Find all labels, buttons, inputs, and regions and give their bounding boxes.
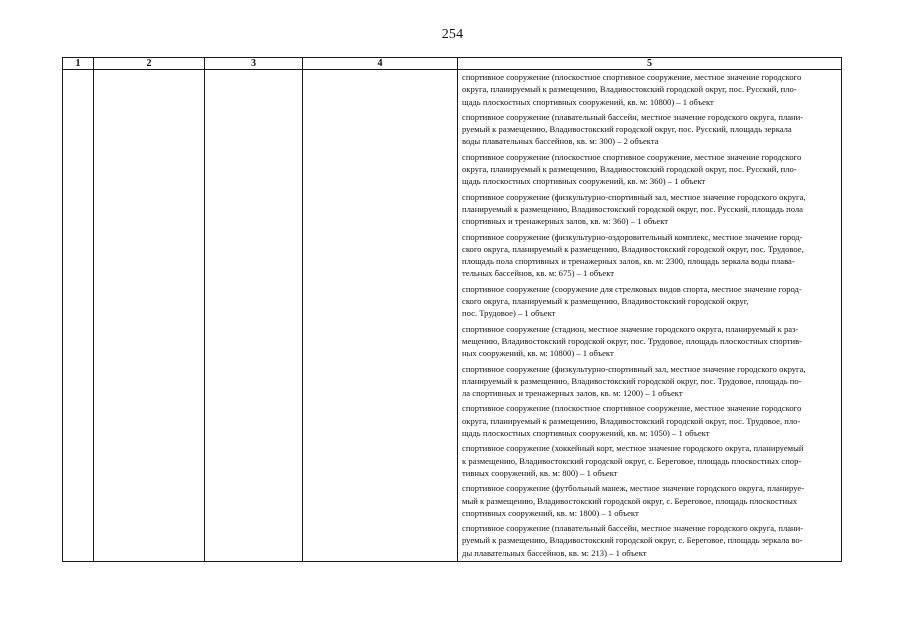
entry-line: спортивное сооружение (физкультурно-спортивный зал, местное значение городского округа, <box>462 363 806 374</box>
entry-line: спортивное сооружение (сооружение для стрелковых видов спорта, местное значение город- <box>462 283 802 294</box>
list-item <box>458 521 841 561</box>
entry-line: мещению, Владивостокский городской округ, пос. Трудовое, площадь плоскостных спортив- <box>462 335 803 346</box>
entry-line: ского округа, планируемый к размещению, Владивостокский городской округ, пос. Трудовое, <box>462 243 804 254</box>
list-item <box>458 362 841 402</box>
page-number: 254 <box>441 27 464 42</box>
list-item <box>458 150 841 190</box>
entry-line: ского округа, планируемый к размещению, Владивостокский городской округ, <box>462 296 749 307</box>
entry-line: щадь плоскостных спортивных сооружений, кв. м: 360) – 1 объект <box>462 176 706 187</box>
entries-list <box>458 70 841 561</box>
entry-line: спортивное сооружение (физкультурно-оздоровительный комплекс, местное значение город- <box>462 231 803 242</box>
entry-line: тивных сооружений, кв. м: 800) – 1 объект <box>462 467 618 478</box>
entry-line: ных сооружений, кв. м: 10800) – 1 объект <box>462 348 614 359</box>
column-header-5: 5 <box>458 58 842 70</box>
list-item <box>458 190 841 230</box>
entry-line: спортивных и тренажерных залов, кв. м: 360) – 1 объект <box>462 216 669 227</box>
entry-line: округа, планируемый к размещению, Владивостокский городской округ, пос. Русский, пло- <box>462 84 797 95</box>
entry-line: спортивное сооружение (физкультурно-спортивный зал, местное значение городского округа, <box>462 191 806 202</box>
cell-col-4 <box>303 70 458 562</box>
entry-line: спортивное сооружение (плоскостное спортивное сооружение, местное значение городского <box>462 403 802 414</box>
document-table <box>62 57 842 562</box>
entry-line: спортивное сооружение (плоскостное спортивное сооружение, местное значение городского <box>462 72 802 82</box>
entry-line: щадь плоскостных спортивных сооружений, кв. м: 1050) – 1 объект <box>462 428 710 439</box>
entry-line: к размещению, Владивостокский городской округ, с. Береговое, площадь плоскостных спор- <box>462 455 802 466</box>
entry-line: пос. Трудовое) – 1 объект <box>462 308 556 319</box>
table-row <box>63 70 842 562</box>
entry-line: планируемый к размещению, Владивостокский городской округ, пос. Русский, площадь пола <box>462 203 803 214</box>
list-item <box>458 481 841 521</box>
entry-line: спортивное сооружение (стадион, местное значение городского округа, планируемый к раз- <box>462 323 799 334</box>
entry-line: спортивных сооружений, кв. м: 1800) – 1 объект <box>462 507 639 518</box>
cell-col-3 <box>205 70 303 562</box>
column-header-3: 3 <box>205 58 303 70</box>
list-item <box>458 70 841 110</box>
entry-line: спортивное сооружение (плавательный бассейн, местное значение городского округа, плани- <box>462 111 804 122</box>
list-item <box>458 230 841 282</box>
column-header-4: 4 <box>303 58 458 70</box>
list-item <box>458 401 841 441</box>
entry-line: руемый к размещению, Владивостокский городской округ, с. Береговое, площадь зеркала во- <box>462 535 803 546</box>
entry-line: округа, планируемый к размещению, Владивостокский городской округ, пос. Русский, пло- <box>462 164 797 175</box>
cell-col-1 <box>63 70 94 562</box>
entry-line: площадь пола спортивных и тренажерных залов, кв. м: 2300, площадь зеркала воды плава- <box>462 256 795 267</box>
column-header-1: 1 <box>63 58 94 70</box>
entry-line: руемый к размещению, Владивостокский городской округ, пос. Русский, площадь зеркала <box>462 124 792 135</box>
entry-line: щадь плоскостных спортивных сооружений, кв. м: 10800) – 1 объект <box>462 96 714 107</box>
list-item <box>458 282 841 322</box>
entry-line: ла спортивных и тренажерных залов, кв. м: 1200) – 1 объект <box>462 388 683 399</box>
cell-col-2 <box>94 70 205 562</box>
entry-line: спортивное сооружение (хоккейный корт, местное значение городского округа, планируемый <box>462 443 804 454</box>
entry-line: тельных бассейнов, кв. м: 675) – 1 объект <box>462 268 615 279</box>
entry-line: планируемый к размещению, Владивостокский городской округ, пос. Трудовое, площадь по- <box>462 375 802 386</box>
list-item <box>458 322 841 362</box>
list-item <box>458 110 841 150</box>
entry-line: спортивное сооружение (плавательный бассейн, местное значение городского округа, плани- <box>462 523 804 534</box>
column-header-2: 2 <box>94 58 205 70</box>
entry-line: воды плавательных бассейнов, кв. м: 300) – 2 объекта <box>462 136 659 147</box>
entry-line: спортивное сооружение (плоскостное спортивное сооружение, местное значение городского <box>462 151 802 162</box>
entry-line: округа, планируемый к размещению, Владивостокский городской округ, пос. Трудовое, пло- <box>462 415 801 426</box>
list-item <box>458 441 841 481</box>
table-header-row <box>63 58 842 70</box>
entry-line: ды плавательных бассейнов, кв. м: 213) – 1 объект <box>462 547 647 558</box>
entry-line: мый к размещению, Владивостокский городской округ, с. Береговое, площадь плоскостных <box>462 495 798 506</box>
cell-col-5 <box>458 70 842 562</box>
entry-line: спортивное сооружение (футбольный манеж, местное значение городского округа, планируе- <box>462 483 805 494</box>
